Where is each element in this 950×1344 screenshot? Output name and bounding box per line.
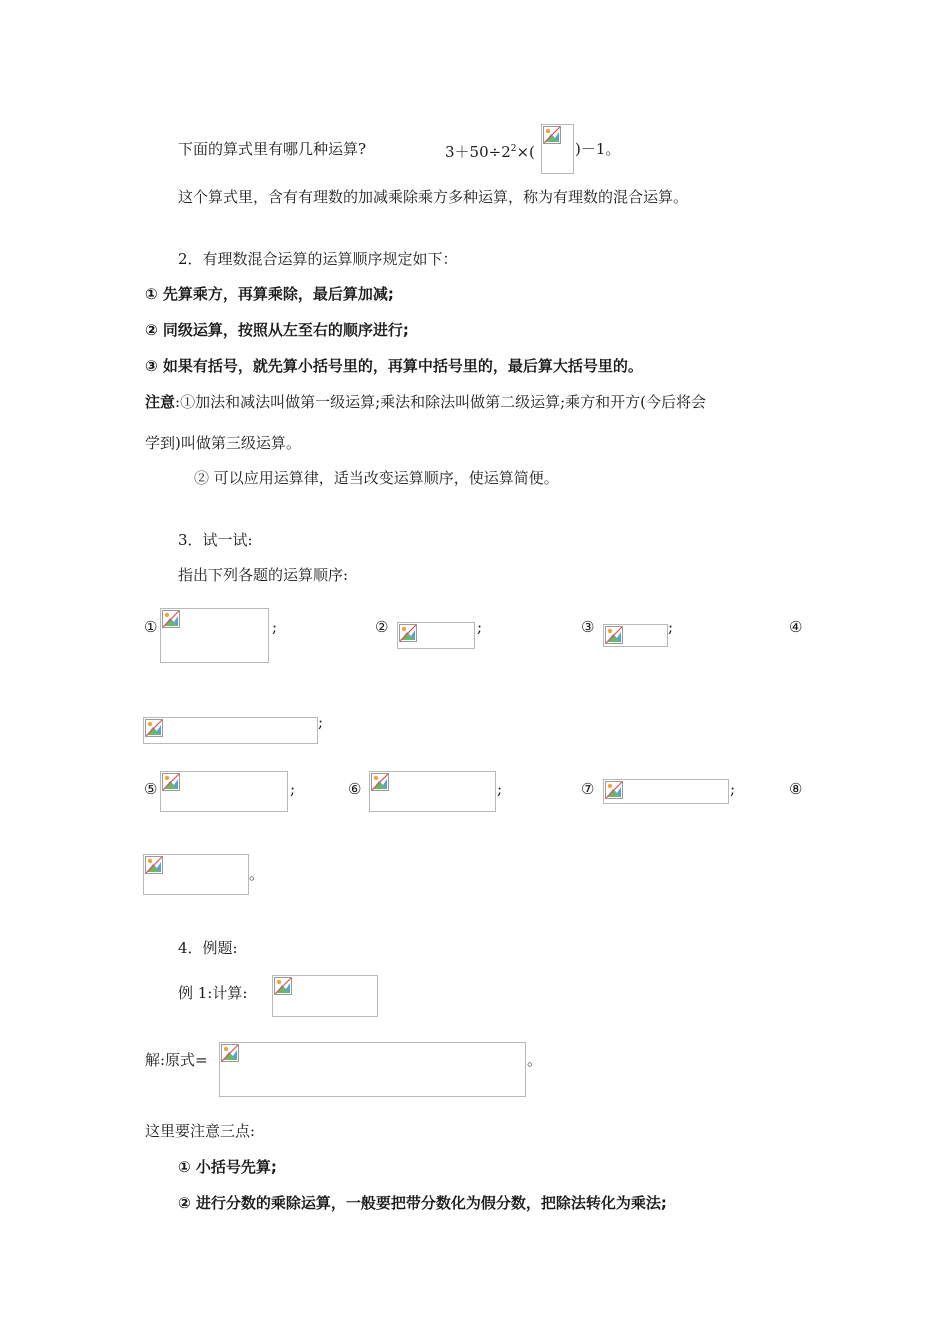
intro-explain: 这个算式里，含有有理数的加减乘除乘方多种运算，称为有理数的混合运算。 (178, 188, 689, 206)
broken-image-icon (605, 781, 623, 799)
formula-image (160, 771, 288, 812)
broken-image-icon (371, 773, 389, 791)
note-line-2: 学到)叫做第三级运算。 (145, 434, 301, 452)
item-number: ① (144, 618, 158, 636)
broken-image-icon (145, 719, 163, 737)
formula-image (160, 608, 269, 663)
item-number: ② (375, 618, 389, 636)
item-number: ⑤ (144, 780, 158, 798)
item-separator: ; (730, 780, 736, 798)
item-separator: ; (668, 618, 674, 636)
item-separator: ; (290, 780, 296, 798)
section4-heading: 4．例题: (178, 939, 238, 957)
formula-image (603, 779, 729, 804)
note-label: 注意 (145, 393, 176, 411)
rule-1: ① 先算乘方，再算乘除，最后算加减; (145, 285, 394, 303)
item-separator: ; (272, 618, 278, 636)
formula-image (603, 624, 668, 647)
formula-image (369, 771, 496, 812)
intro-expression: $3+50\div 2^2\times$( (445, 143, 535, 161)
broken-image-icon (399, 624, 417, 642)
broken-image-icon (162, 610, 180, 628)
section3-heading: 3．试一试: (178, 531, 253, 549)
broken-image-icon (605, 626, 623, 644)
note-line-1: 注意:①加法和减法叫做第一级运算;乘法和除法叫做第二级运算;乘方和开方(今后将会 (145, 393, 707, 411)
item-separator: ; (497, 780, 503, 798)
intro-question: 下面的算式里有哪几种运算? (178, 140, 367, 158)
rule-3: ③ 如果有括号，就先算小括号里的，再算中括号里的，最后算大括号里的。 (145, 357, 643, 375)
item-number: ④ (789, 618, 803, 636)
item-separator: ; (318, 713, 324, 731)
rule-2: ② 同级运算，按照从左至右的顺序进行; (145, 321, 409, 339)
formula-image (219, 1042, 526, 1097)
item-number: ⑧ (789, 780, 803, 798)
broken-image-icon (274, 977, 292, 995)
broken-image-icon (221, 1044, 239, 1062)
broken-image-icon (162, 773, 180, 791)
section2-heading: 2．有理数混合运算的运算顺序规定如下： (178, 250, 458, 268)
item-separator: 。 (249, 865, 265, 883)
item-separator: ; (477, 618, 483, 636)
broken-image-icon (145, 856, 163, 874)
formula-image (397, 622, 475, 649)
formula-image (143, 717, 318, 744)
item-number: ⑦ (581, 780, 595, 798)
section3-instruction: 指出下列各题的运算顺序: (178, 566, 349, 584)
formula-image (272, 975, 378, 1017)
example-1: 例 1:计算: (178, 984, 248, 1002)
solution-label: 解:原式= (145, 1051, 208, 1069)
item-number: ⑥ (348, 780, 362, 798)
solution-end: 。 (527, 1051, 543, 1069)
note-item-2: ② 可以应用运算律，适当改变运算顺序，使运算简便。 (194, 469, 559, 487)
formula-image (541, 124, 574, 174)
broken-image-icon (543, 126, 561, 144)
item-number: ③ (581, 618, 595, 636)
note-point-2: ② 进行分数的乘除运算，一般要把带分数化为假分数，把除法转化为乘法; (178, 1194, 667, 1212)
notes-heading: 这里要注意三点: (145, 1122, 256, 1140)
intro-expression-end: )－1。 (575, 140, 621, 158)
note-point-1: ① 小括号先算; (178, 1158, 277, 1176)
formula-image (143, 854, 249, 895)
